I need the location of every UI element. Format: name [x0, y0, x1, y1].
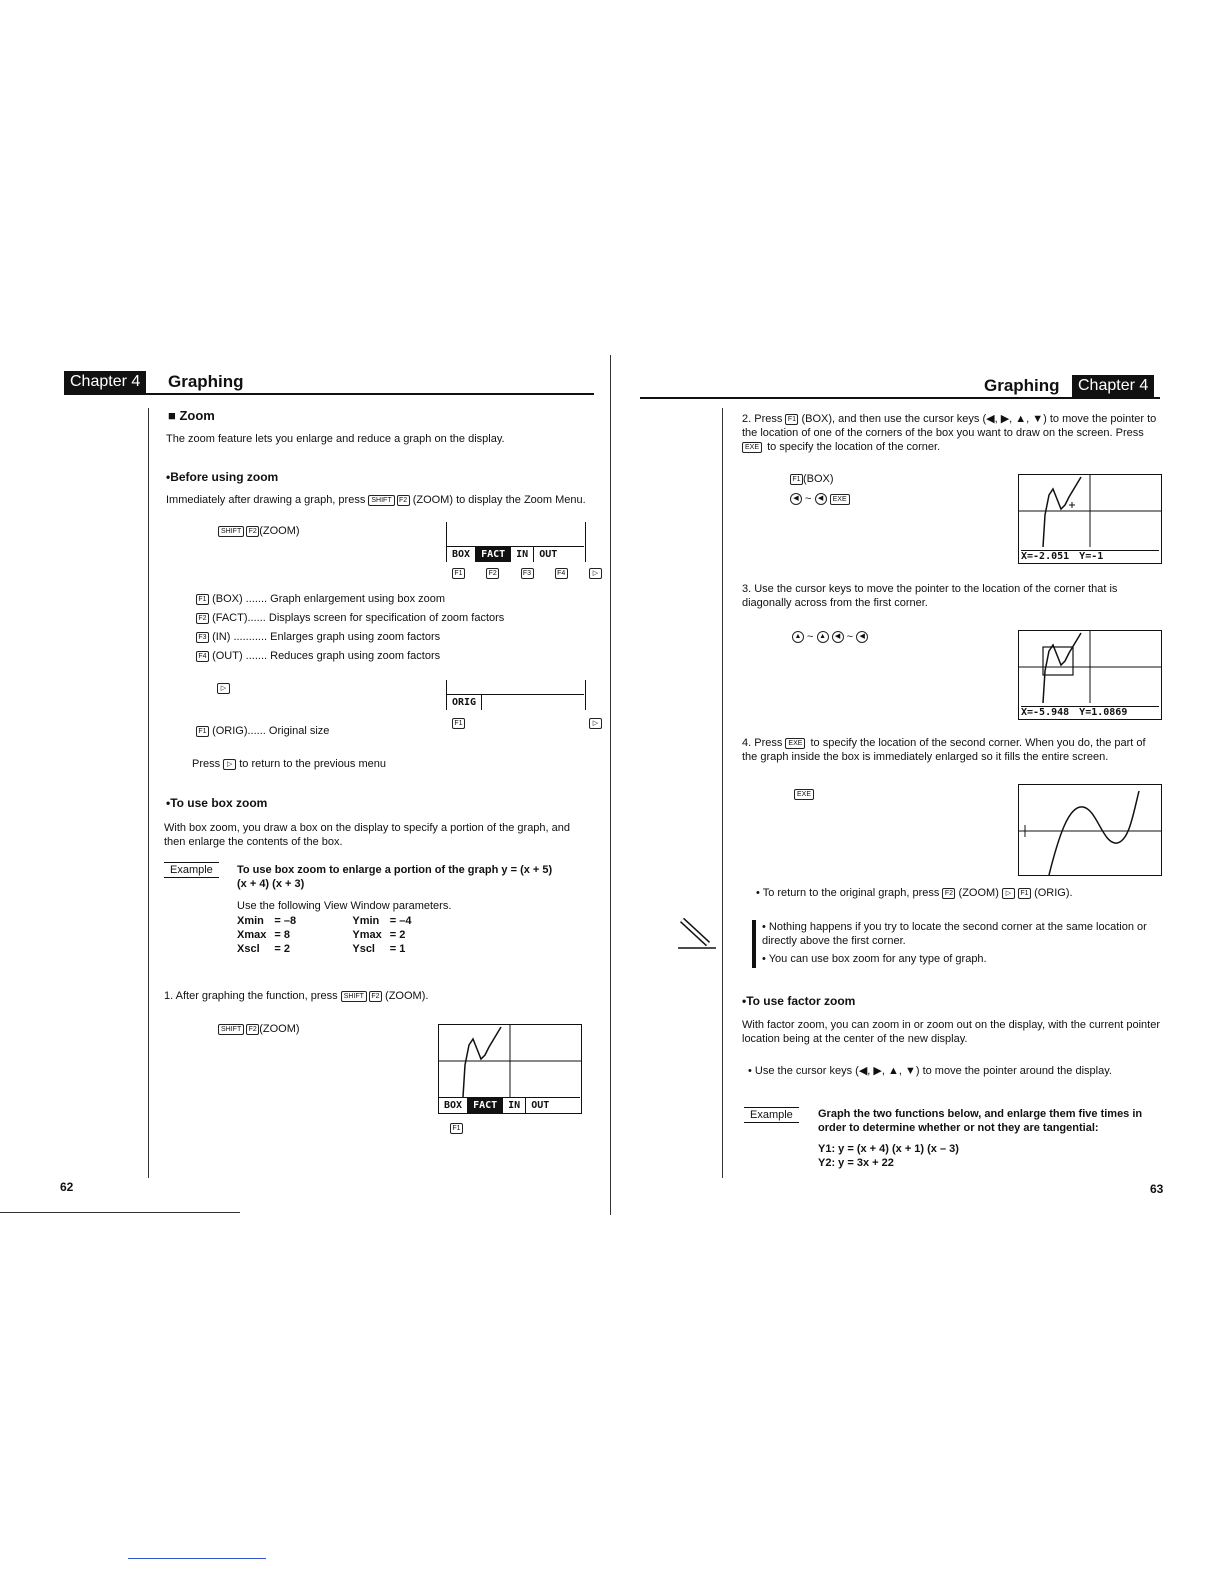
f1-key[interactable]: F1: [452, 718, 465, 729]
param-row: Xmax = 8 Ymax = 2: [237, 929, 406, 941]
param-row: Xmin = –8 Ymin = –4: [237, 915, 412, 927]
readout-1: X=-2.051 Y=-1: [1021, 550, 1159, 562]
box-key-label: F1 (BOX): [790, 472, 834, 486]
graph-2: [1019, 475, 1161, 547]
graph-1: [439, 1025, 581, 1097]
menu-in[interactable]: IN: [503, 1098, 526, 1113]
orig-fkeys: [452, 718, 602, 729]
return-text: • To return to the original graph, press F2 (ZOOM) ▷ F1 (ORIG).: [756, 887, 1073, 899]
menu-in[interactable]: IN: [511, 547, 534, 562]
factor-zoom-text: With factor zoom, you can zoom in or zoom out on the display, with the current pointer location being at the center of the new display.: [742, 1019, 1160, 1045]
f4-key[interactable]: F4: [555, 568, 568, 579]
calc-screen-graph-4: [1018, 784, 1162, 876]
right-margin-rule: [722, 408, 723, 1178]
def-row: F4 (OUT) ....... Reduces graph using zoom factors: [196, 647, 504, 666]
left-page-number: 62: [60, 1180, 74, 1194]
example-text-2: (x + 4) (x + 3): [237, 878, 305, 890]
zoom-keys: SHIFT F2 (ZOOM): [218, 524, 300, 538]
def-row: F2 (FACT)...... Displays screen for specification of zoom factors: [196, 609, 504, 628]
zoom-fkeys: [452, 568, 602, 579]
step-2: 2. Press F1 (BOX), and then use the cursor keys (◀, ▶, ▲, ▼) to move the pointer to the location of one of the corners of the box you want to draw on the screen. Press EXE to specify the location of the corner.: [742, 413, 1157, 453]
factor-zoom-heading: •To use factor zoom: [742, 994, 856, 1008]
menu-fact[interactable]: FACT: [468, 1098, 503, 1113]
right-header-rule: [640, 397, 1160, 399]
cursor-seq-2: ▲ ~ ▲ ◀ ~ ◀: [792, 630, 868, 644]
menu-fact[interactable]: FACT: [476, 547, 511, 562]
graph-4: [1019, 785, 1161, 875]
calc-screen-graph-3: [1018, 630, 1162, 720]
f2-key[interactable]: F2: [486, 568, 499, 579]
next-key-label: ▷: [217, 680, 230, 698]
menu-box[interactable]: BOX: [439, 1098, 468, 1113]
note-item: • Nothing happens if you try to locate the second corner at the same location or directly above the first corner.: [762, 921, 1147, 947]
f3-key[interactable]: F3: [521, 568, 534, 579]
view-window-text: Use the following View Window parameters.: [237, 900, 452, 912]
right-page-number: 63: [1150, 1182, 1164, 1196]
note-item: • You can use box zoom for any type of graph.: [762, 953, 987, 965]
step-1-keys: SHIFT F2 (ZOOM): [218, 1022, 300, 1036]
box-zoom-text: With box zoom, you draw a box on the display to specify a portion of the graph, and then enlarge the contents of the box.: [164, 822, 571, 848]
cursor-text: • Use the cursor keys (◀, ▶, ▲, ▼) to move the pointer around the display.: [748, 1065, 1112, 1077]
left-margin-rule: [148, 408, 149, 1178]
next-key[interactable]: ▷: [589, 568, 602, 579]
left-arrow-icon: ◀: [815, 493, 827, 505]
zoom-menu-screen: [446, 522, 586, 562]
def-row: F3 (IN) ........... Enlarges graph using zoom factors: [196, 628, 504, 647]
f1-key[interactable]: F1: [452, 568, 465, 579]
orig-menu-screen: [446, 680, 586, 710]
left-arrow-icon: ◀: [856, 631, 868, 643]
step-1: 1. After graphing the function, press SHIFT F2 (ZOOM).: [164, 990, 429, 1002]
example-label-2: Example: [744, 1107, 799, 1123]
right-chapter-badge: Chapter 4: [1072, 375, 1154, 397]
params-table: [233, 914, 415, 956]
box-zoom-heading: •To use box zoom: [166, 796, 268, 810]
calc-screen-graph-1: [438, 1024, 582, 1114]
right-page-title: Graphing: [984, 376, 1060, 395]
cursor-seq-1: ◀ ~ ◀ EXE: [790, 492, 852, 506]
before-heading: •Before using zoom: [166, 470, 279, 484]
step-4: 4. Press EXE to specify the location of the second corner. When you do, the part of the graph inside the box is immediately enlarged so it fills the entire screen.: [742, 737, 1146, 763]
param-row: Xscl = 2 Yscl = 1: [237, 943, 406, 955]
def-row: F1 (BOX) ....... Graph enlargement using box zoom: [196, 590, 504, 609]
next-key[interactable]: ▷: [589, 718, 602, 729]
note-bar: [752, 920, 756, 968]
graph-1-f1-key: F1: [450, 1120, 463, 1138]
left-arrow-icon: ◀: [790, 493, 802, 505]
calc-screen-graph-2: [1018, 474, 1162, 564]
zoom-heading: ■ Zoom: [168, 408, 215, 423]
bottom-left-rule: [0, 1212, 240, 1213]
orig-menu-bar: [447, 694, 584, 710]
menu-out[interactable]: OUT: [539, 549, 558, 560]
menu-box[interactable]: BOX: [447, 547, 476, 562]
pencil-note-icon: [678, 916, 718, 952]
zoom-definitions: [196, 590, 504, 666]
left-chapter-badge: Chapter 4: [64, 371, 146, 393]
notes: [762, 920, 1162, 966]
bottom-link-line: [128, 1558, 266, 1559]
menu-orig[interactable]: ORIG: [447, 695, 482, 710]
left-page-title: Graphing: [168, 372, 244, 391]
function-y1: Y1: y = (x + 4) (x + 1) (x – 3): [818, 1143, 959, 1155]
readout-2: X=-5.948 Y=1.0869: [1021, 706, 1159, 718]
up-arrow-icon: ▲: [817, 631, 829, 643]
zoom-intro: The zoom feature lets you enlarge and reduce a graph on the display.: [166, 433, 505, 445]
step-4-exe-key: EXE: [794, 786, 816, 804]
example-label: Example: [164, 862, 219, 878]
up-arrow-icon: ▲: [792, 631, 804, 643]
graph-3: [1019, 631, 1161, 703]
left-arrow-icon: ◀: [832, 631, 844, 643]
example-text-2b: Graph the two functions below, and enlarge them five times in order to determine whether or not they are tangential:: [818, 1108, 1143, 1134]
example-text: To use box zoom to enlarge a portion of the graph y = (x + 5): [237, 864, 553, 876]
menu-out[interactable]: OUT: [531, 1100, 550, 1111]
orig-definition: F1 (ORIG)...... Original size: [196, 724, 329, 738]
graph-menu-bar: [439, 1097, 580, 1113]
before-text: Immediately after drawing a graph, press SHIFT F2 (ZOOM) to display the Zoom Menu.: [166, 494, 586, 506]
left-header-rule: [64, 393, 594, 395]
step-3: 3. Use the cursor keys to move the pointer to the location of the corner that is diagonally across from the first corner.: [742, 583, 1118, 609]
function-y2: Y2: y = 3x + 22: [818, 1157, 894, 1169]
zoom-menu-bar: [447, 546, 584, 562]
page-spine: [610, 355, 611, 1215]
press-return-text: Press ▷ to return to the previous menu: [192, 758, 386, 770]
